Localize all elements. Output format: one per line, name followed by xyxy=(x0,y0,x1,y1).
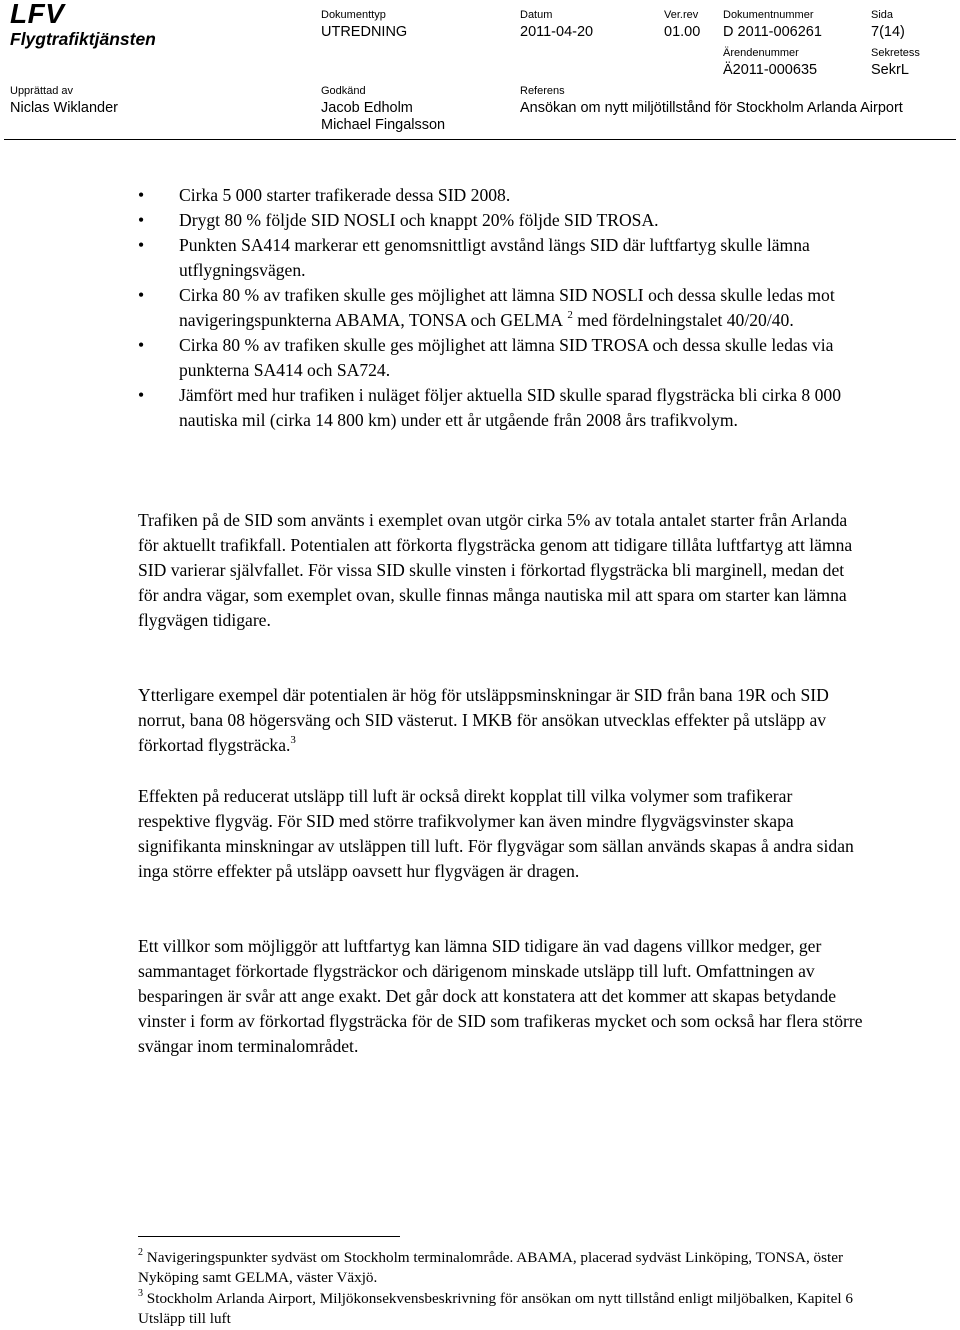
case-number-value: Ä2011-000635 xyxy=(723,62,818,78)
logo-text: LFV xyxy=(10,0,65,29)
body-paragraph xyxy=(138,683,863,758)
footnote xyxy=(138,1248,858,1288)
date-label: Datum xyxy=(520,9,553,21)
footnote-divider xyxy=(138,1236,400,1237)
footnote xyxy=(138,1289,858,1329)
date-value: 2011-04-20 xyxy=(520,24,594,40)
approved-label: Godkänd xyxy=(321,85,366,97)
organization-name: Flygtrafiktjänsten xyxy=(10,29,156,49)
list-item xyxy=(138,383,863,433)
doctype-value: UTREDNING xyxy=(321,24,408,40)
revision-label: Ver.rev xyxy=(664,9,699,21)
footnote-ref[interactable]: 3 xyxy=(290,734,296,747)
secrecy-label: Sekretess xyxy=(871,47,920,59)
document-number-value: D 2011-006261 xyxy=(723,24,822,40)
author-label: Upprättad av xyxy=(10,85,73,97)
paragraph-text: Ytterligare exempel där potentialen är hög för utsläppsminskningar är SID från bana 19R och SID norrut, bana 08 högersväng och SID västerut. I MKB för ansökan utvecklas effekter på utsläpp av förkortad flygsträcka. xyxy=(138,685,829,755)
list-item-text: Jämfört med hur trafiken i nuläget följer aktuella SID skulle sparad flygsträcka bli cirka 8 000 nautiska mil (cirka 14 800 km) under ett år utgående från 2008 års trafikvolym. xyxy=(179,385,841,430)
page-number: 7(14) xyxy=(871,24,905,40)
footnote-number: 2 xyxy=(138,1246,143,1258)
footnote-ref[interactable]: 2 xyxy=(567,309,573,322)
list-item-text: med fördelningstalet 40/20/40. xyxy=(572,310,794,330)
body-paragraph: Trafiken på de SID som använts i exemplet ovan utgör cirka 5% av totala antalet starter från Arlanda för aktuellt trafikfall. Potentialen att förkorta flygsträcka genom att tidigare tillåta luftfartyg att lämna SID varierar självfallet. För vissa SID skulle vinsten i förkortad flygsträcka bli marginell, medan det för andra vägar, som exemplet ovan, skulle finnas många nautiska mil att spara om starter kan lämna flygvägen tidigare. xyxy=(138,510,853,630)
author-value: Niclas Wiklander xyxy=(10,100,118,116)
reference-label: Referens xyxy=(520,85,565,97)
list-item-text: Cirka 5 000 starter trafikerade dessa SID 2008. xyxy=(179,185,511,205)
doctype-label: Dokumenttyp xyxy=(321,9,386,21)
case-number-label: Ärendenummer xyxy=(723,47,799,59)
list-item xyxy=(138,183,863,208)
list-item xyxy=(138,333,863,383)
body-paragraph: Ett villkor som möjliggör att luftfartyg kan lämna SID tidigare än vad dagens villkor medger, ger sammantaget förkortade flygsträckor och därigenom minskade utsläpp till luft. Omfattningen av besparingen är svår att ange exakt. Det går dock att konstatera att det kommer att skapas betydande vinster i form av förkortad flygsträcka för de SID som trafikeras mycket och som också har flera större svängar inom terminalområdet. xyxy=(138,936,863,1056)
footnote-text: Navigeringspunkter sydväst om Stockholm terminalområde. ABAMA, placerad sydväst Linköping, TONSA, öster Nyköping samt GELMA, väster Växjö. xyxy=(138,1249,844,1286)
approved-value-1: Jacob Edholm xyxy=(321,100,413,116)
document-number-label: Dokumentnummer xyxy=(723,9,814,21)
secrecy-value: SekrL xyxy=(871,62,909,78)
list-item xyxy=(138,283,863,333)
reference-value: Ansökan om nytt miljötillstånd för Stockholm Arlanda Airport xyxy=(520,100,903,116)
list-item xyxy=(138,233,863,283)
header-divider xyxy=(4,139,956,140)
page-label: Sida xyxy=(871,9,894,21)
bullet-list xyxy=(138,183,863,433)
list-item-text: Cirka 80 % av trafiken skulle ges möjlighet att lämna SID NOSLI och dessa skulle ledas mot navigeringspunkterna ABAMA, TONSA och GELMA xyxy=(179,285,835,330)
revision-value: 01.00 xyxy=(664,24,701,40)
list-item-text: Drygt 80 % följde SID NOSLI och knappt 20% följde SID TROSA. xyxy=(179,210,659,230)
body-paragraph: Effekten på reducerat utsläpp till luft är också direkt kopplat till vilka volymer som trafikerar respektive flygväg. För SID med större trafikvolymer kan även mindre flygvägsvinster skapa signifikanta minskningar av utsläppen till luft. För flygvägar som sällan används skapas å andra sidan inga större effekter på utsläpp oavsett hur flygvägen är dragen. xyxy=(138,786,854,881)
footnote-number: 3 xyxy=(138,1287,143,1299)
footnote-text: Stockholm Arlanda Airport, Miljökonsekvensbeskrivning för ansökan om nytt tillstånd enligt miljöbalken, Kapitel 6 Utsläpp till luft xyxy=(138,1290,853,1327)
list-item xyxy=(138,208,863,233)
list-item-text: Punkten SA414 markerar ett genomsnittligt avstånd längs SID där luftfartyg skulle lämna utflygningsvägen. xyxy=(179,235,810,280)
list-item-text: Cirka 80 % av trafiken skulle ges möjlighet att lämna SID TROSA och dessa skulle ledas via punkterna SA414 och SA724. xyxy=(179,335,834,380)
approved-value-2: Michael Fingalsson xyxy=(321,117,446,133)
